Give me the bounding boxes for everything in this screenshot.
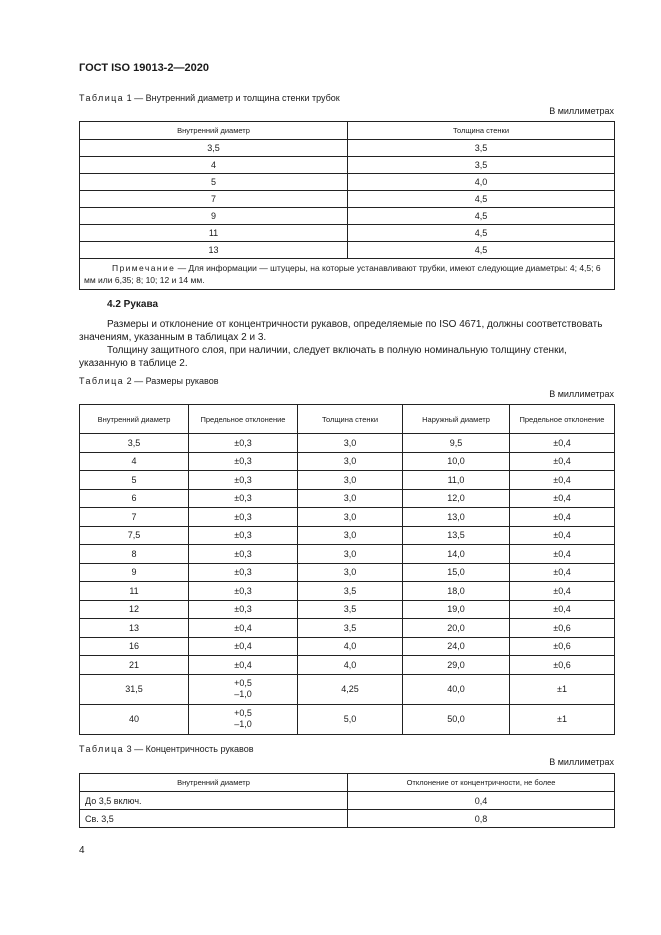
table2-cell: 11,0 [403,471,510,490]
table1-row [80,225,615,242]
table1-cell: 4,5 [348,242,615,259]
table2-cell: 3,0 [298,452,403,471]
table1-cell: 4,5 [348,191,615,208]
table2-cell: 3,5 [298,600,403,619]
table2-caption [79,376,219,386]
table1-cell: 13 [80,242,348,259]
table2-cell: 14,0 [403,545,510,564]
table2-cell: ±0,4 [510,600,615,619]
table2-cell: ±0,4 [510,434,615,453]
table1-units: В миллиметрах [549,106,614,116]
table2-cell: 16 [80,637,189,656]
table2-cell: ±0,3 [189,434,298,453]
table2-cell: 12 [80,600,189,619]
table2-row [80,637,615,656]
table3-cell: Св. 3,5 [80,810,348,828]
table3-caption-text: 3 — Концентричность рукавов [124,744,254,754]
table2-row [80,526,615,545]
note-label: Примечание [112,263,176,273]
table2-cell: ±0,4 [510,526,615,545]
table2-cell: 3,0 [298,434,403,453]
table2-row [80,452,615,471]
table2-cell: ±1 [510,704,615,734]
table3-header-cell: Внутренний диаметр [80,774,348,792]
table1-row [80,157,615,174]
table1-header-cell: Толщина стенки [348,122,615,140]
table2-cell: ±0,3 [189,471,298,490]
table2-caption-prefix: Таблица [79,376,125,386]
table2-cell: ±0,3 [189,489,298,508]
table1-row [80,140,615,157]
table2-cell: ±1 [510,674,615,704]
table2-cell: 15,0 [403,563,510,582]
table1-header-cell: Внутренний диаметр [80,122,348,140]
table2-row [80,704,615,734]
table2-cell-line: –1,0 [234,689,252,699]
table2-cell: 4,25 [298,674,403,704]
table3-row [80,810,615,828]
table2-cell: 40,0 [403,674,510,704]
table2-row [80,582,615,601]
table1-note [80,259,615,290]
table2-cell: ±0,4 [510,489,615,508]
table3-header-cell: Отклонение от концентричности, не более [348,774,615,792]
table2-row [80,434,615,453]
table2-row [80,563,615,582]
table2-cell: 3,0 [298,471,403,490]
table2-cell: ±0,3 [189,545,298,564]
table2-cell: ±0,6 [510,637,615,656]
table2-cell: 9,5 [403,434,510,453]
table1-cell: 4,5 [348,225,615,242]
table2 [79,404,615,735]
table2-cell: 31,5 [80,674,189,704]
table2-cell: 21 [80,656,189,675]
table2-row [80,508,615,527]
table2-cell: ±0,6 [510,619,615,638]
table1-cell: 5 [80,174,348,191]
table2-caption-text: 2 — Размеры рукавов [124,376,219,386]
table1-caption-prefix: Таблица [79,93,125,103]
table1-cell: 4,0 [348,174,615,191]
table1-cell: 3,5 [80,140,348,157]
table1 [79,121,615,290]
table2-header-cell: Предельное отклонение [189,405,298,434]
table2-cell: 4,0 [298,656,403,675]
section-text [79,318,614,370]
table2-cell: ±0,4 [510,545,615,564]
table2-cell: ±0,4 [510,563,615,582]
table1-cell: 9 [80,208,348,225]
table3-row [80,792,615,810]
table2-units: В миллиметрах [549,389,614,399]
page-number: 4 [79,845,85,856]
table2-cell: ±0,3 [189,600,298,619]
table2-cell: 6 [80,489,189,508]
table2-cell-line: +0,5 [234,708,252,718]
table2-cell-line: +0,5 [234,678,252,688]
table2-row [80,489,615,508]
table2-cell: 19,0 [403,600,510,619]
table2-cell: 5,0 [298,704,403,734]
table2-cell: ±0,4 [510,508,615,527]
table2-cell: 50,0 [403,704,510,734]
table2-cell: ±0,3 [189,582,298,601]
table2-cell: ±0,6 [510,656,615,675]
table2-cell: 4 [80,452,189,471]
paragraph-1: Размеры и отклонение от концентричности рукавов, определяемые по ISO 4671, должны соответствовать значениям, указанным в таблицах 2 и 3. [79,319,603,343]
table1-cell: 4 [80,157,348,174]
table2-cell: 11 [80,582,189,601]
table1-cell: 3,5 [348,157,615,174]
table2-cell: ±0,4 [189,637,298,656]
table3-cell: 0,8 [348,810,615,828]
table2-cell: ±0,3 [189,452,298,471]
table2-cell: ±0,3 [189,563,298,582]
table2-cell: 3,0 [298,526,403,545]
table2-row [80,545,615,564]
table2-cell: 10,0 [403,452,510,471]
table2-cell [189,704,298,734]
table2-cell: 3,5 [80,434,189,453]
table3-cell: До 3,5 включ. [80,792,348,810]
table2-cell: 5 [80,471,189,490]
table2-cell: 3,0 [298,508,403,527]
table2-cell: 3,0 [298,563,403,582]
table2-cell: 13,0 [403,508,510,527]
table1-row [80,208,615,225]
table2-cell-line: –1,0 [234,719,252,729]
table1-cell: 7 [80,191,348,208]
table2-row [80,619,615,638]
table2-cell: 9 [80,563,189,582]
table2-cell: ±0,4 [189,656,298,675]
table2-cell: 12,0 [403,489,510,508]
table2-cell: ±0,3 [189,508,298,527]
table1-caption-text: 1 — Внутренний диаметр и толщина стенки трубок [124,93,340,103]
table2-cell: 13 [80,619,189,638]
table2-header-cell: Толщина стенки [298,405,403,434]
table1-caption [79,93,340,103]
table2-cell: 20,0 [403,619,510,638]
table2-cell: 18,0 [403,582,510,601]
table3 [79,773,615,828]
table2-cell: ±0,4 [510,471,615,490]
table1-row [80,191,615,208]
table1-row [80,174,615,191]
table2-cell: ±0,4 [510,582,615,601]
table2-row [80,656,615,675]
table2-cell: 4,0 [298,637,403,656]
table2-cell: 3,0 [298,545,403,564]
table2-cell: ±0,3 [189,526,298,545]
table2-cell: 3,5 [298,619,403,638]
table1-cell: 11 [80,225,348,242]
table2-cell: 13,5 [403,526,510,545]
table3-caption [79,744,254,754]
table2-cell: ±0,4 [189,619,298,638]
paragraph-2: Толщину защитного слоя, при наличии, следует включать в полную номинальную толщину стенки, указанную в таблице 2. [79,345,567,369]
table3-units: В миллиметрах [549,757,614,767]
table2-row [80,600,615,619]
section-heading: 4.2 Рукава [107,299,159,310]
table1-row [80,242,615,259]
table2-cell: 8 [80,545,189,564]
table2-cell: 29,0 [403,656,510,675]
table2-cell: 7 [80,508,189,527]
table2-cell: 7,5 [80,526,189,545]
document-header: ГОСТ ISO 19013-2—2020 [79,62,209,74]
table2-header-cell: Наружный диаметр [403,405,510,434]
table2-row [80,471,615,490]
table2-cell: 3,0 [298,489,403,508]
table1-cell: 3,5 [348,140,615,157]
table3-caption-prefix: Таблица [79,744,125,754]
table1-note-row [80,259,615,290]
table2-cell: 3,5 [298,582,403,601]
note-text: — Для информации — штуцеры, на которые устанавливают трубки, имеют следующие диаметры: 4; 4,5; 6 мм или 6,35; 8; 10; 12 и 14 мм. [84,263,601,285]
table1-cell: 4,5 [348,208,615,225]
table2-cell: 40 [80,704,189,734]
table2-cell: 24,0 [403,637,510,656]
table2-header-cell: Предельное отклонение [510,405,615,434]
table3-cell: 0,4 [348,792,615,810]
table2-header-cell: Внутренний диаметр [80,405,189,434]
table2-cell [189,674,298,704]
table2-row [80,674,615,704]
table2-cell: ±0,4 [510,452,615,471]
